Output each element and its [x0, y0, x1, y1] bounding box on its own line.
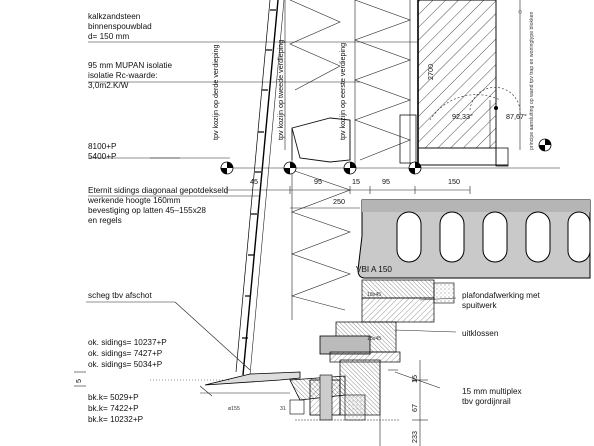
dim-45: 45 — [250, 177, 258, 186]
label-wall-3: d= 150 mm — [88, 32, 130, 41]
dim-150: 150 — [448, 177, 460, 186]
label-kozijn-3: tpv kozijn op derde verdieping — [211, 44, 220, 140]
label-scheg: scheg tbv afschot — [88, 291, 152, 300]
label-right-vertical: principe aansluiting op wand tpv trap en woningtype blokken — [529, 11, 535, 150]
dim-95b: 95 — [382, 177, 390, 186]
vbi-floor-slab — [358, 200, 590, 278]
right-top-mark: ○ — [518, 7, 523, 16]
label-multiplex-1: 15 mm multiplex — [462, 387, 522, 396]
label-siding-2: werkende hoogte 160mm — [88, 196, 181, 205]
hatch-label-1: 18x45 — [367, 292, 382, 298]
ceiling-finish — [320, 280, 454, 362]
label-insul-1: 95 mm MUPAN isolatie — [88, 61, 173, 70]
label-ok-3: ok. sidings= 5034+P — [88, 360, 163, 369]
angle-label-1: 92,33° — [452, 112, 473, 121]
label-multiplex-2: tbv gordijnrail — [462, 397, 511, 406]
label-siding-1: Eternit sidings diagonaal gepotdekseld — [88, 186, 229, 195]
label-insul-2: isolatie Rc-waarde: — [88, 71, 158, 80]
label-siding-4: en regels — [88, 216, 122, 225]
label-level-2: 5400+P — [88, 152, 117, 161]
right-dimension-column — [380, 360, 428, 446]
sill-details — [150, 360, 400, 420]
dim-5: 5 — [74, 379, 83, 383]
dim-2155: ø155 — [228, 406, 240, 412]
label-ok-2: ok. sidings= 7427+P — [88, 349, 163, 358]
dim-95a: 95 — [314, 177, 322, 186]
label-insul-3: 3,0m2.K/W — [88, 81, 129, 90]
dim-67: 67 — [410, 404, 419, 412]
label-plafond-2: spuitwerk — [462, 301, 497, 310]
axis-markers — [221, 139, 551, 174]
label-bk-3: bk.k= 10232+P — [88, 415, 144, 424]
label-uitklossen: uitklossen — [462, 329, 499, 338]
hatch-label-2: 18x45 — [367, 336, 382, 342]
label-vbi: VBI A 150 — [356, 265, 392, 274]
label-bk-2: bk.k= 7422+P — [88, 404, 139, 413]
label-plafond-1: plafondafwerking met — [462, 291, 540, 300]
dim-15: 15 — [352, 177, 360, 186]
label-kozijn-1: tpv kozijn op eerste verdieping — [338, 42, 347, 140]
label-bk-1: bk.k= 5029+P — [88, 393, 139, 402]
dim-31: 31 — [280, 406, 286, 412]
dim-233: 233 — [410, 431, 419, 443]
masonry-wall — [418, 0, 508, 166]
label-wall-1: kalkzandsteen — [88, 12, 141, 21]
dim-15b: 15 — [410, 375, 419, 383]
label-siding-3: bevestiging op latten 45–155x28 — [88, 206, 206, 215]
angle-label-2: 87,67° — [506, 112, 527, 121]
window-frame-details — [292, 115, 416, 163]
insulation-zigzag — [355, 0, 410, 165]
label-kozijn-2: tpv kozijn op tweede verdieping — [276, 39, 285, 140]
label-level-1: 8100+P — [88, 142, 117, 151]
dim-250: 250 — [333, 197, 345, 206]
label-ok-1: ok. sidings= 10237+P — [88, 338, 167, 347]
dim-2700: 2700 — [426, 64, 435, 80]
label-wall-2: binnenspouwblad — [88, 22, 152, 31]
